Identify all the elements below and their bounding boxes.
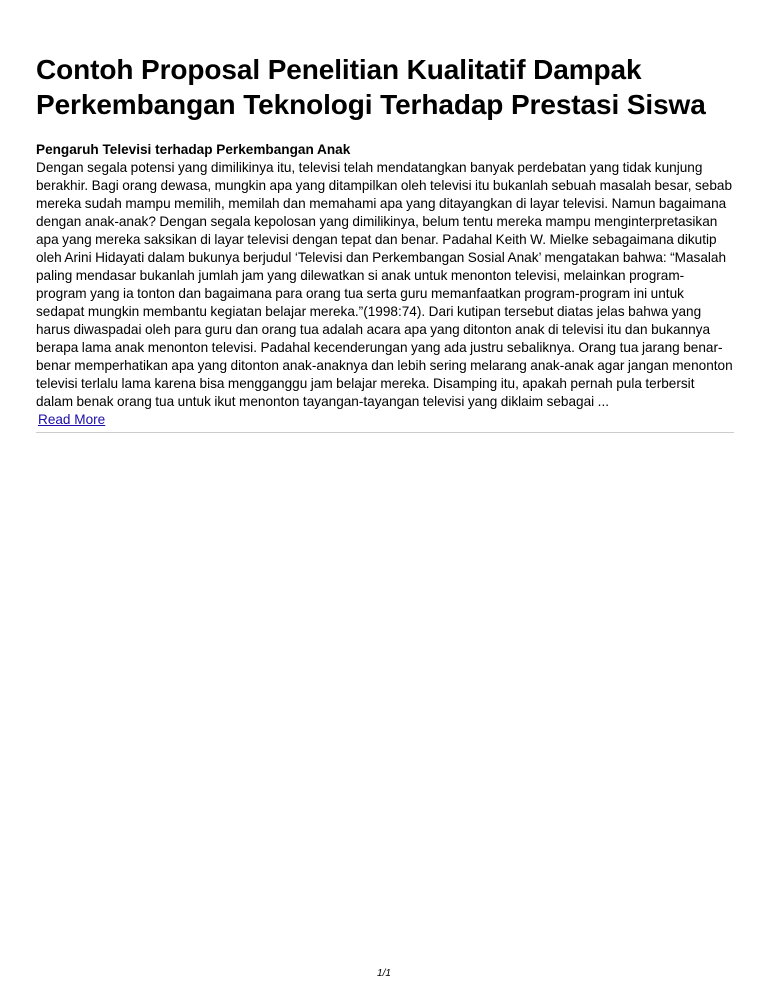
document-page [36, 52, 734, 433]
read-more-link[interactable]: Read More [38, 412, 106, 427]
page-number: 1/1 [377, 968, 391, 979]
article-section [36, 141, 734, 433]
section-divider [36, 432, 734, 433]
article-paragraph: Dengan segala potensi yang dimilikinya itu, televisi telah mendatangkan banyak perdebatan yang tidak kunjung berakhir. Bagi orang dewasa, mungkin apa yang ditampilkan oleh televisi itu bukanlah sebuah masalah besar, sebab mereka sudah mampu memilih, memilah dan memahami apa yang ditayangkan di layar televisi. Namun bagaimana dengan anak-anak? Dengan segala kepolosan yang dimilikinya, belum tentu mereka mampu menginterpretasikan apa yang mereka saksikan di layar televisi dengan tepat dan benar. Padahal Keith W. Mielke sebagaimana dikutip oleh Arini Hidayati dalam bukunya berjudul ‘Televisi dan Perkembangan Sosial Anak’ mengatakan bahwa: “Masalah paling mendasar bukanlah jumlah jam yang dilewatkan si anak untuk menonton televisi, melainkan program-program yang ia tonton dan bagaimana para orang tua serta guru memanfaatkan program-program ini untuk sedapat mungkin membantu kegiatan belajar mereka.”(1998:74). Dari kutipan tersebut diatas jelas bahwa yang harus diwaspadai oleh para guru dan orang tua adalah acara apa yang ditonton anak di televisi itu dan bukannya berapa lama anak menonton televisi. Padahal kecenderungan yang ada justru sebaliknya. Orang tua jarang benar-benar memperhatikan apa yang ditonton anak-anaknya dan lebih sering melarang anak-anak agar jangan menonton televisi terlalu lama karena bisa mengganggu jam belajar mereka. Disamping itu, apakah pernah pula terbersit dalam benak orang tua untuk ikut menonton tayangan-tayangan televisi yang diklaim sebagai ... [36, 160, 733, 409]
section-heading: Pengaruh Televisi terhadap Perkembangan Anak [36, 142, 351, 157]
document-title: Contoh Proposal Penelitian Kualitatif Dampak Perkembangan Teknologi Terhadap Prestasi Siswa [36, 54, 706, 120]
